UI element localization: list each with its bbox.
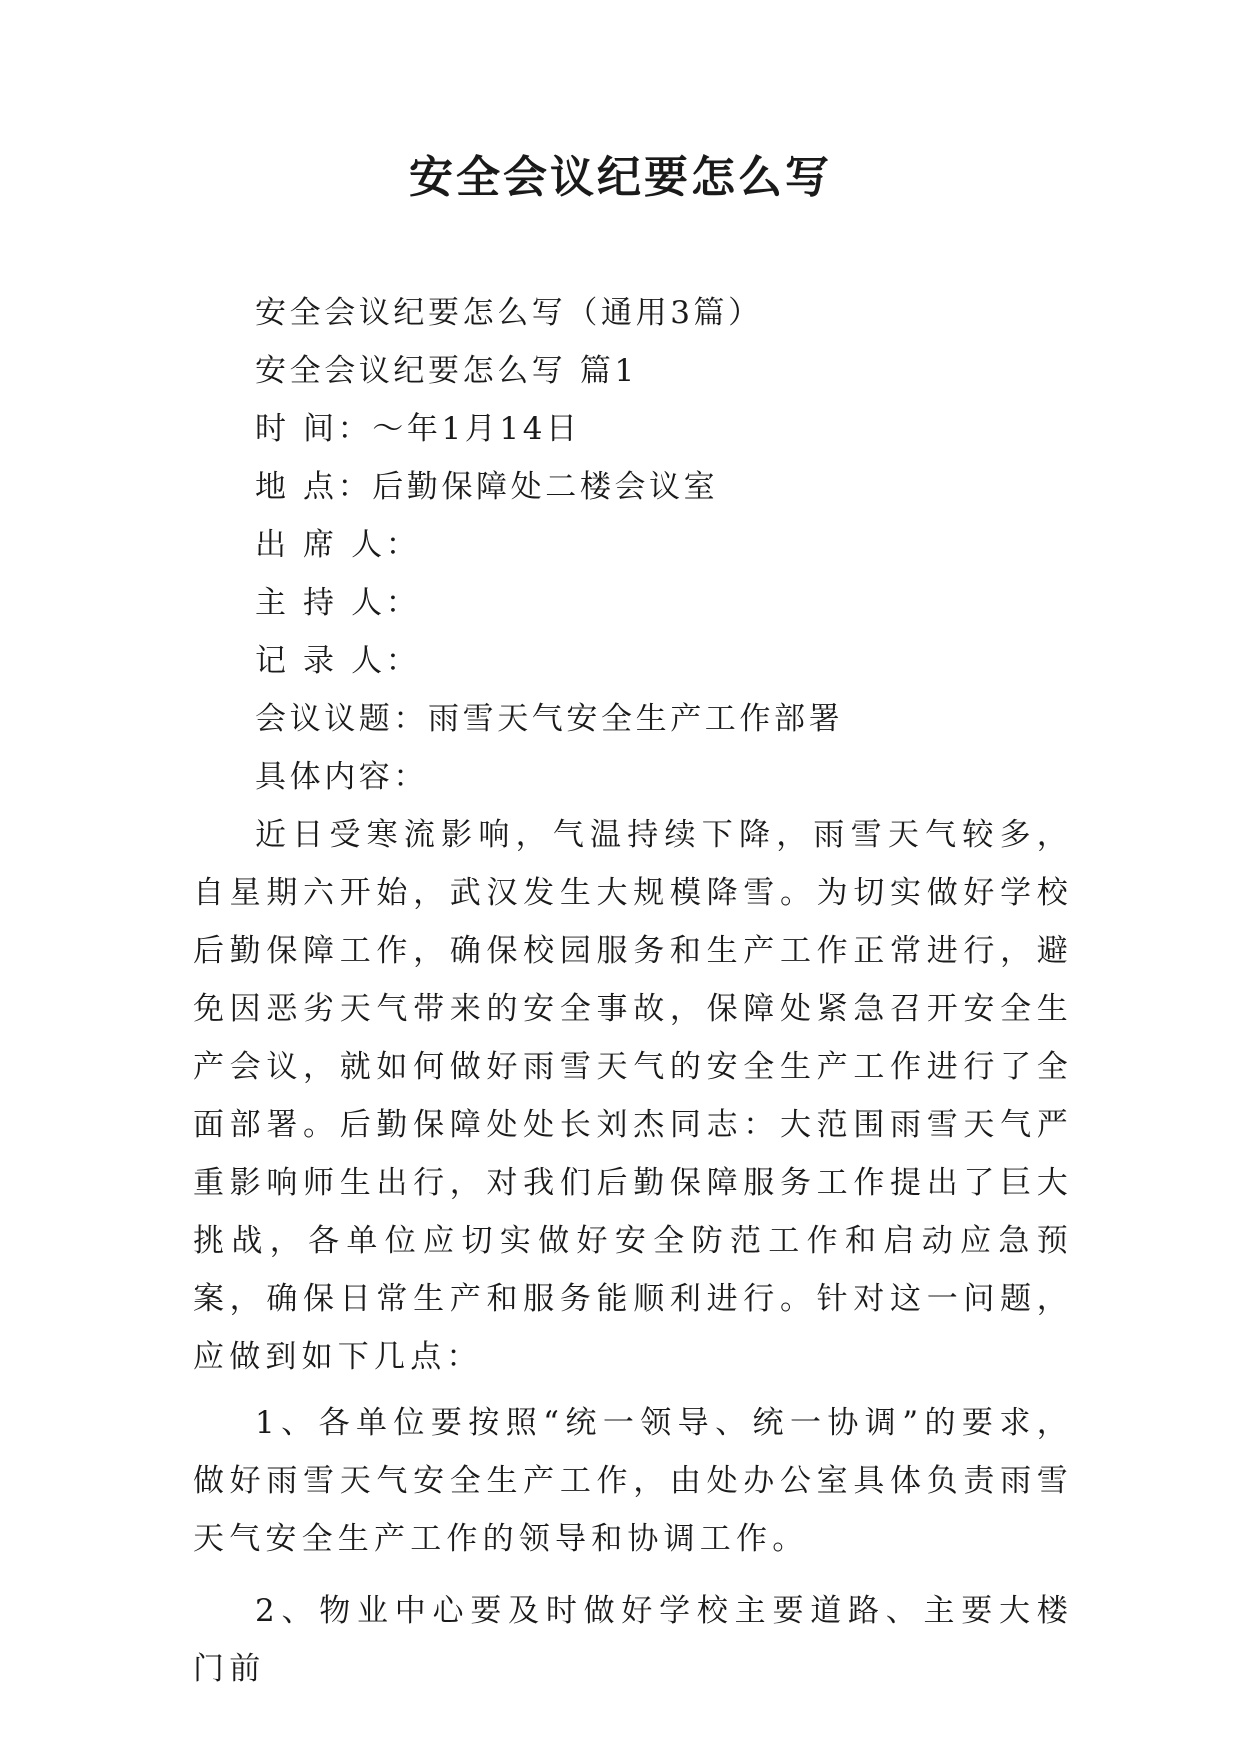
document-body	[193, 284, 1073, 1698]
field-recorder: 记 录 人：	[255, 643, 421, 679]
field-content-label: 具体内容：	[255, 759, 428, 795]
section-heading: 安全会议纪要怎么写 篇1	[255, 353, 638, 389]
field-time: 时 间：～年1月14日	[255, 411, 581, 447]
field-host: 主 持 人：	[255, 585, 421, 621]
document-subtitle: 安全会议纪要怎么写（通用3篇）	[255, 295, 763, 331]
page-title: 安全会议纪要怎么写	[409, 152, 832, 203]
field-attendees: 出 席 人：	[255, 527, 421, 563]
field-place: 地 点：后勤保障处二楼会议室	[255, 469, 719, 505]
paragraph-point-1: 1、各单位要按照“统一领导、统一协调”的要求，做好雨雪天气安全生产工作，由处办公室具体负责雨雪天气安全生产工作的领导和协调工作。	[193, 1405, 1073, 1557]
field-topic: 会议议题：雨雪天气安全生产工作部署	[255, 701, 844, 737]
paragraph-intro: 近日受寒流影响，气温持续下降，雨雪天气较多，自星期六开始，武汉发生大规模降雪。为切实做好学校后勤保障工作，确保校园服务和生产工作正常进行，避免因恶劣天气带来的安全事故，保障处紧急召开安全生产会议，就如何做好雨雪天气的安全生产工作进行了全面部署。后勤保障处处长刘杰同志：大范围雨雪天气严重影响师生出行，对我们后勤保障服务工作提出了巨大挑战，各单位应切实做好安全防范工作和启动应急预案，确保日常生产和服务能顺利进行。针对这一问题，应做到如下几点：	[193, 817, 1073, 1375]
paragraph-point-2: 2、物业中心要及时做好学校主要道路、主要大楼门前	[193, 1593, 1073, 1687]
